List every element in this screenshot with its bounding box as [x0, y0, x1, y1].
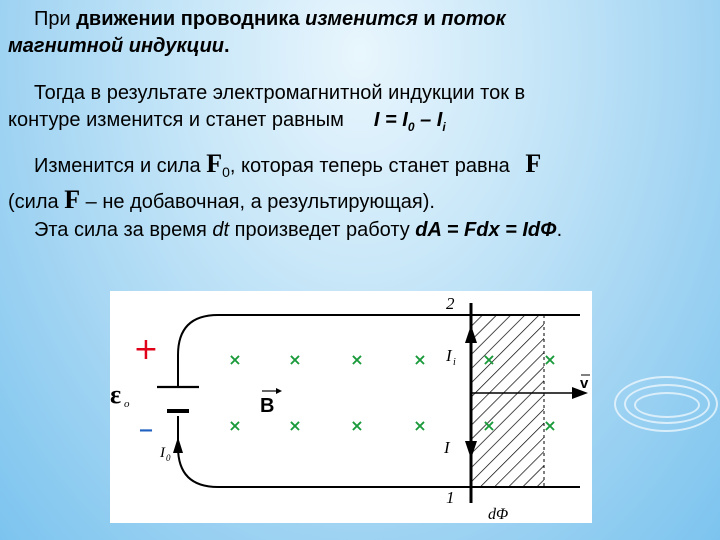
b-field-cross: × — [543, 416, 557, 435]
b-field-cross: × — [228, 350, 242, 369]
current-i0-label: I — [160, 445, 165, 461]
b-field-cross: × — [350, 416, 364, 435]
current-i0-arrow — [173, 437, 183, 453]
plus-sign: + — [133, 332, 159, 367]
paragraph-current: Тогда в результате электромагнитной индукции ток в контуре изменится и станет равным $I = I_0 - I_i$ — [8, 82, 526, 134]
paragraph-motion: При движении проводника изменится и поток магнитной индукции. — [8, 8, 506, 57]
induced-current-label: I — [446, 346, 452, 365]
minus-sign: – — [138, 412, 154, 447]
circuit-diagram — [110, 291, 592, 523]
dphi-label: dΦ — [488, 506, 509, 523]
b-field-cross: × — [482, 416, 496, 435]
b-field-cross: × — [413, 416, 427, 435]
position-2-label: 2 — [446, 294, 455, 313]
hatched-area-dphi — [472, 315, 544, 487]
paragraph-force: Изменится и сила $F_0$, которая теперь станет равна F (сила F – не добавочная, а результирующая). — [8, 149, 542, 214]
b-field-cross: × — [228, 416, 242, 435]
circuit-svg — [110, 291, 592, 523]
paragraph-work: Эта сила за время dt произведет работу dA = Fdx = IdΦ. — [34, 219, 563, 241]
b-field-cross: × — [482, 350, 496, 369]
emf-label: ε — [110, 380, 122, 409]
induced-current-subscript: i — [453, 357, 456, 368]
current-label: I — [444, 438, 450, 457]
b-vector-label: B — [260, 395, 275, 417]
b-field-cross: × — [413, 350, 427, 369]
v-vector-label: v — [580, 375, 589, 392]
b-field-cross: × — [543, 350, 557, 369]
emf-subscript: o — [124, 398, 130, 410]
b-field-cross: × — [288, 350, 302, 369]
current-i0-subscript: 0 — [166, 453, 171, 463]
b-field-cross: × — [288, 416, 302, 435]
position-1-label: 1 — [446, 488, 455, 507]
b-field-cross: × — [350, 350, 364, 369]
